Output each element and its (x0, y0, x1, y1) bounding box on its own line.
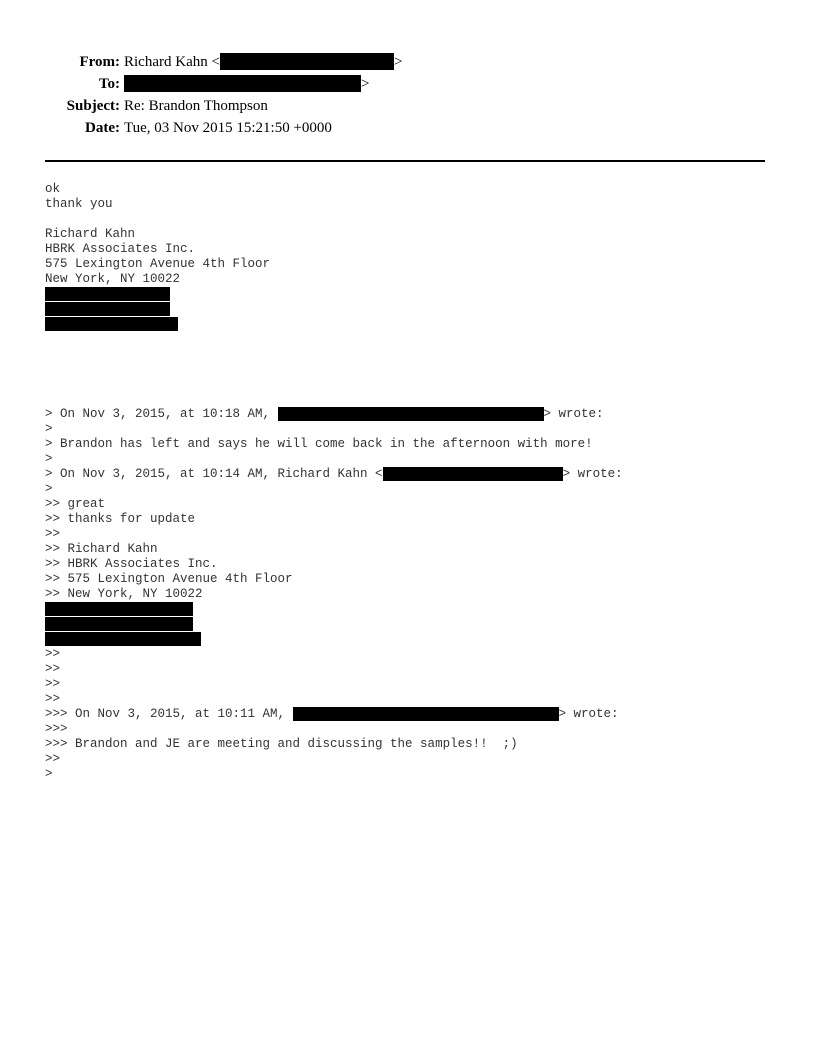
signature-redaction (45, 287, 170, 301)
body-line: thank you (45, 197, 113, 211)
quote-line: >> (45, 527, 61, 541)
quote-line: >>> (45, 722, 68, 736)
blank-line (45, 347, 623, 362)
quote-attribution-prefix: >>> On Nov 3, 2015, at 10:11 AM, (45, 707, 293, 721)
header-divider (45, 160, 765, 162)
quote-line: > (45, 452, 53, 466)
to-email-redaction (124, 75, 361, 92)
quote-signature-address: >> 575 Lexington Avenue 4th Floor (45, 572, 293, 586)
sender-redaction (278, 407, 544, 421)
subject-row (0, 95, 816, 117)
body-line: ok (45, 182, 61, 196)
from-email-redaction (220, 53, 394, 70)
to-value (124, 76, 369, 92)
quote-line: >>> Brandon and JE are meeting and discussing the samples!! ;) (45, 737, 518, 751)
from-close-bracket: > (393, 54, 403, 70)
quote-line: >> (45, 647, 61, 661)
date-label: Date: (85, 120, 120, 136)
quote-line: > (45, 482, 53, 496)
quote-attribution-suffix: > wrote: (558, 707, 619, 721)
subject-label: Subject: (66, 98, 120, 114)
quote-attribution-prefix: > On Nov 3, 2015, at 10:14 AM, Richard Kahn < (45, 467, 383, 481)
signature-name: Richard Kahn (45, 227, 136, 241)
quote-attribution-suffix: > wrote: (543, 407, 604, 421)
to-row (0, 73, 816, 95)
from-value (124, 54, 402, 70)
from-label: From: (79, 54, 120, 70)
quote-line: >> thanks for update (45, 512, 196, 526)
from-row (0, 51, 816, 73)
signature-redaction (45, 602, 193, 616)
email-body (45, 182, 623, 782)
quote-signature-name: >> Richard Kahn (45, 542, 158, 556)
to-label: To: (98, 76, 120, 92)
blank-line (45, 362, 623, 377)
blank-line (45, 212, 623, 227)
from-name: Richard Kahn < (124, 54, 220, 70)
signature-redaction (45, 617, 193, 631)
date-row (0, 117, 816, 139)
quote-line: > (45, 767, 53, 781)
blank-line (45, 392, 623, 407)
quote-attribution (45, 467, 623, 482)
quote-line: > (45, 422, 53, 436)
quote-attribution (45, 407, 623, 422)
email-header (0, 51, 816, 139)
date-value: Tue, 03 Nov 2015 15:21:50 +0000 (124, 120, 332, 136)
quote-signature-city: >> New York, NY 10022 (45, 587, 203, 601)
quote-signature-redactions (45, 602, 623, 646)
signature-redaction (45, 302, 170, 316)
quote-line: >> (45, 677, 61, 691)
quote-line: >> (45, 662, 61, 676)
signature-company: HBRK Associates Inc. (45, 242, 196, 256)
blank-line (45, 377, 623, 392)
quote-attribution (45, 707, 623, 722)
quote-attribution-prefix: > On Nov 3, 2015, at 10:18 AM, (45, 407, 278, 421)
signature-city: New York, NY 10022 (45, 272, 181, 286)
signature-redactions (45, 287, 623, 331)
sender-redaction (293, 707, 559, 721)
signature-redaction (45, 317, 178, 331)
quote-line: >> great (45, 497, 106, 511)
subject-value: Re: Brandon Thompson (124, 98, 268, 114)
blank-line (45, 332, 623, 347)
signature-redaction (45, 632, 201, 646)
quote-line: >> (45, 752, 61, 766)
sender-redaction (383, 467, 563, 481)
quote-line: >> (45, 692, 61, 706)
quote-line: > Brandon has left and says he will come back in the afternoon with more! (45, 437, 593, 451)
signature-address: 575 Lexington Avenue 4th Floor (45, 257, 271, 271)
quote-signature-company: >> HBRK Associates Inc. (45, 557, 218, 571)
quote-attribution-suffix: > wrote: (562, 467, 623, 481)
to-close-bracket: > (361, 76, 370, 92)
